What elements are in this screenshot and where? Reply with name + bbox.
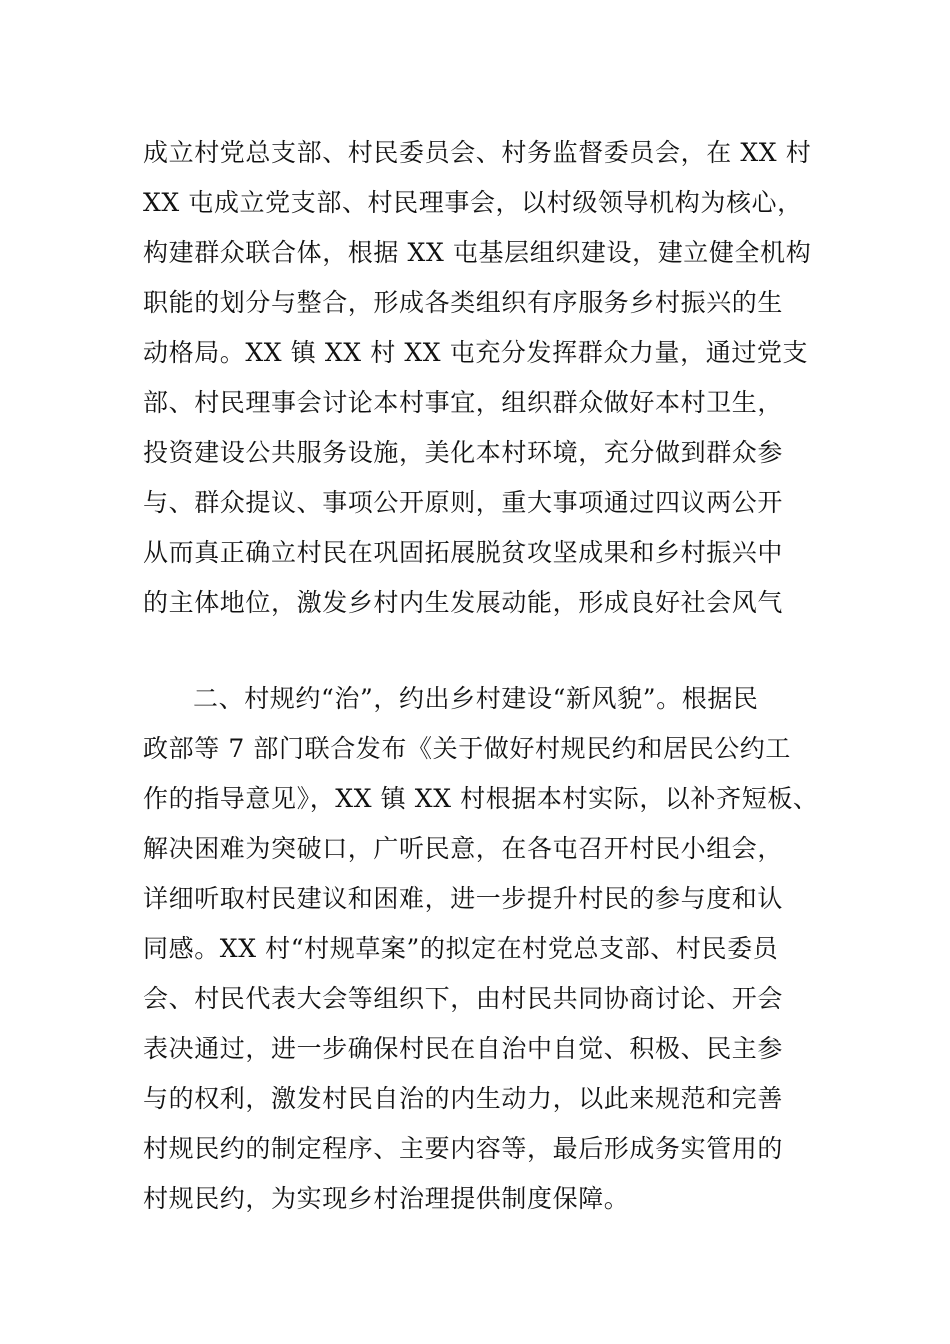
text-line: 解决困难为突破口，广听民意，在各屯召开村民小组会， <box>143 834 784 863</box>
text-line: XX 屯成立党支部、村民理事会，以村级领导机构为核心， <box>143 188 803 217</box>
text-line: 同感。XX 村“村规草案”的拟定在村党总支部、村民委员 <box>143 934 779 963</box>
text-line: 表决通过，进一步确保村民在自治中自觉、积极、民主参 <box>143 1034 784 1063</box>
text-line: 作的指导意见》，XX 镇 XX 村根据本村实际，以补齐短板、 <box>143 784 819 813</box>
text-line: 成立村党总支部、村民委员会、村务监督委员会，在 XX 村 <box>143 138 812 167</box>
text-line: 村规民约，为实现乡村治理提供制度保障。 <box>143 1184 630 1213</box>
text-line: 从而真正确立村民在巩固拓展脱贫攻坚成果和乡村振兴中 <box>143 538 784 567</box>
text-line: 会、村民代表大会等组织下，由村民共同协商讨论、开会 <box>143 984 784 1013</box>
text-line: 与、群众提议、事项公开原则，重大事项通过四议两公开 <box>143 488 784 517</box>
text-line: 详细听取村民建议和困难，进一步提升村民的参与度和认 <box>143 884 784 913</box>
section-heading-line: 二、村规约“治”，约出乡村建设“新风貌”。根据民 <box>193 684 759 713</box>
paragraph-village-rules <box>143 674 843 1224</box>
text-line: 投资建设公共服务设施，美化本村环境，充分做到群众参 <box>143 438 784 467</box>
text-line: 与的权利，激发村民自治的内生动力，以此来规范和完善 <box>143 1084 784 1113</box>
text-line: 村规民约的制定程序、主要内容等，最后形成务实管用的 <box>143 1134 784 1163</box>
paragraph-village-organization <box>143 128 843 628</box>
text-line: 职能的划分与整合，形成各类组织有序服务乡村振兴的生 <box>143 288 784 317</box>
text-line: 的主体地位，激发乡村内生发展动能，形成良好社会风气 <box>143 588 784 617</box>
text-line: 部、村民理事会讨论本村事宜，组织群众做好本村卫生， <box>143 388 784 417</box>
text-line: 动格局。XX 镇 XX 村 XX 屯充分发挥群众力量，通过党支 <box>143 338 809 367</box>
text-line: 政部等 7 部门联合发布《关于做好村规民约和居民公约工 <box>143 734 792 763</box>
text-line: 构建群众联合体，根据 XX 屯基层组织建设，建立健全机构 <box>143 238 812 267</box>
